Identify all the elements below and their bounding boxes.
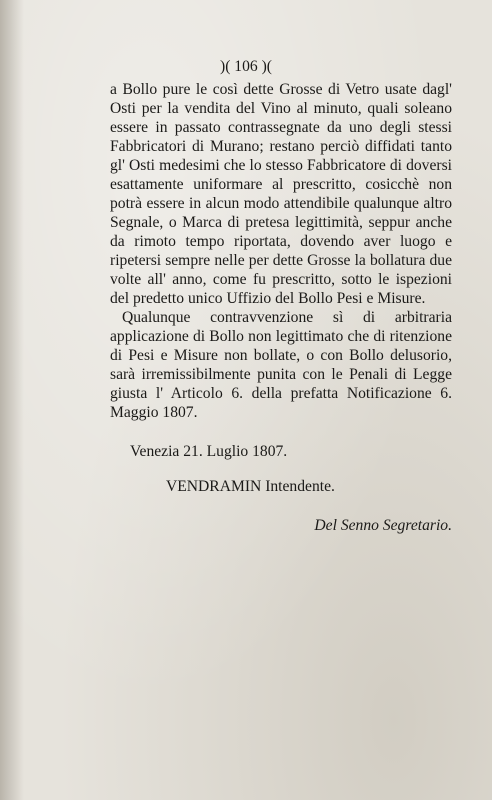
secretary-line: Del Senno Segretario. — [314, 517, 452, 534]
signer-line: VENDRAMIN Intendente. — [166, 478, 335, 495]
paragraph-2: Qualunque contravvenzione sì di arbitraria applicazione di Bollo non legittimato che di ritenzione di Pesi e Misure non bollate, o con Bollo delusorio, sarà irremissibilmente punita con le Penali di Legge giusta l' Articolo 6. della prefatta Notificazione 6. Maggio 1807. — [110, 309, 452, 421]
paragraph-1: a Bollo pure le così dette Grosse di Vetro usate dagl' Osti per la vendita del Vino al minuto, quali soleano essere in passato contrassegnate da uno degli stessi Fabbricatori di Murano; restano perciò diffidati tanto gl' Osti medesimi che lo stesso Fabbricatore di doversi esattamente uniformare al prescritto, cosicchè non potrà essere in alcun modo attendibile qualunque altro Segnale, o Marca di pretesa legittimità, seppur anche da rimoto tempo riportata, dovendo aver luogo e ripetersi sempre nelle per dette Grosse la bollatura due volte all' anno, come fu prescritto, sotto le ispezioni del predetto unico Uffizio del Bollo Pesi e Misure. — [110, 81, 452, 307]
page-body — [110, 58, 452, 535]
page-gutter-shadow — [0, 0, 24, 800]
place-date: Venezia 21. Luglio 1807. — [130, 443, 288, 460]
page-number: )( 106 )( — [220, 58, 272, 75]
